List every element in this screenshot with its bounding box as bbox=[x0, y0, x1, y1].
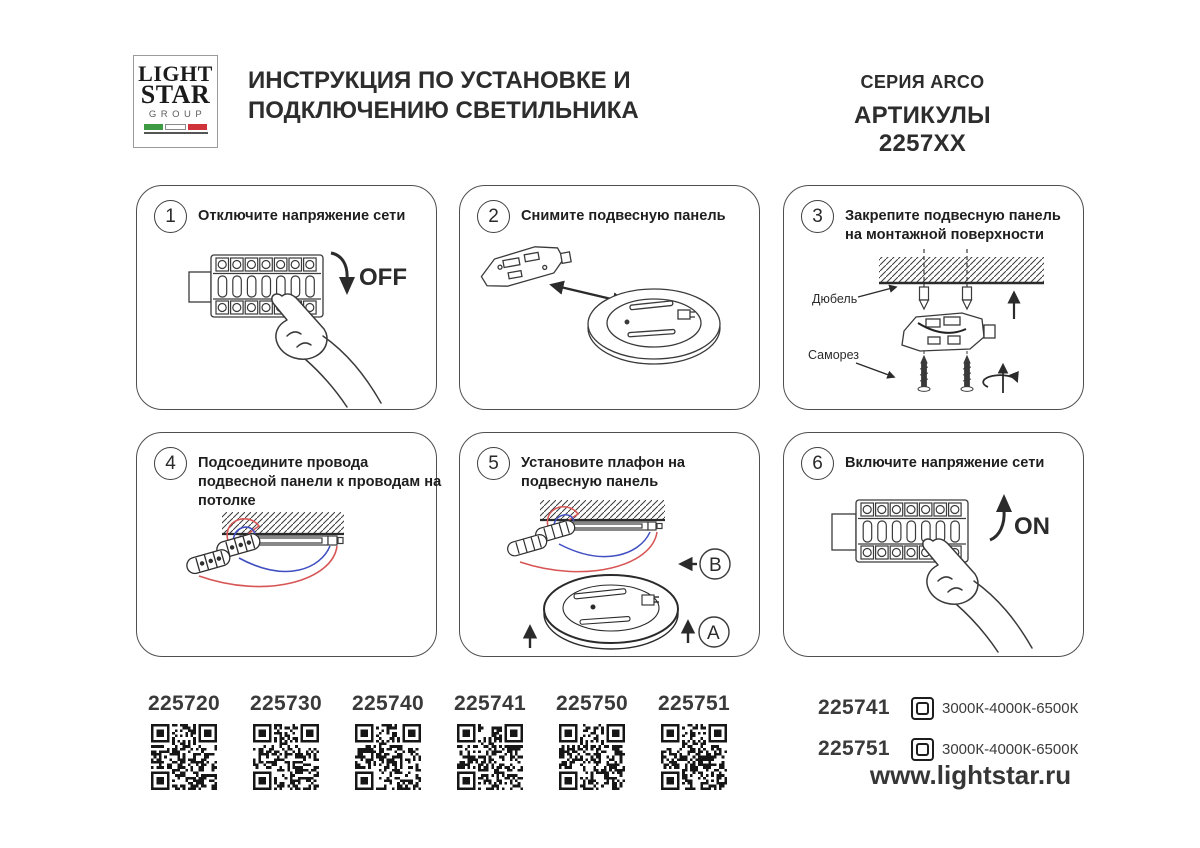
class-ii-square-icon bbox=[911, 697, 934, 720]
hand-icon bbox=[272, 294, 381, 407]
flag-green-segment bbox=[144, 124, 163, 130]
screws-illustration bbox=[918, 351, 973, 391]
fix-panel-illustration bbox=[784, 241, 1084, 409]
qr-code bbox=[151, 724, 217, 790]
marker-a-letter: A bbox=[707, 623, 720, 644]
lightstar-logo bbox=[133, 55, 218, 148]
article-number: 225720 bbox=[148, 692, 220, 715]
install-shade-illustration bbox=[460, 488, 760, 656]
logo-underline bbox=[144, 132, 208, 134]
mounting-bracket-illustration bbox=[902, 313, 995, 351]
qr-item bbox=[340, 692, 436, 790]
step-caption: Включите напряжение сети bbox=[845, 455, 1045, 471]
dowel-label: Дюбель bbox=[812, 292, 858, 306]
inner-square bbox=[916, 702, 929, 715]
step-caption: Установите плафон на подвесную панель bbox=[521, 455, 686, 490]
logo-word-light: LIGHT bbox=[138, 61, 213, 86]
step-number: 5 bbox=[477, 447, 510, 480]
qr-code bbox=[253, 724, 319, 790]
variant-row bbox=[818, 737, 1078, 761]
off-label: OFF bbox=[359, 264, 407, 291]
qr-item bbox=[442, 692, 538, 790]
on-label: ON bbox=[1014, 513, 1050, 540]
article-number: 225740 bbox=[352, 692, 424, 715]
qr-item bbox=[136, 692, 232, 790]
step-caption: Подсоедините провода подвесной панели к проводам на потолке bbox=[198, 455, 442, 509]
page-title-line1: ИНСТРУКЦИЯ ПО УСТАНОВКЕ И bbox=[248, 67, 631, 94]
step-panel-1 bbox=[136, 185, 437, 410]
logo-word-star: STAR bbox=[140, 80, 211, 109]
power-on-illustration bbox=[784, 488, 1084, 656]
website-url: www.lightstar.ru bbox=[869, 760, 1072, 790]
inner-square bbox=[916, 743, 929, 756]
step-caption: Снимите подвесную панель bbox=[521, 208, 726, 224]
italian-flag-icon bbox=[144, 124, 208, 130]
shade-illustration bbox=[544, 575, 678, 649]
variant-temperatures: 3000К-4000К-6500К bbox=[942, 699, 1079, 717]
series-label: СЕРИЯ ARCO bbox=[860, 72, 985, 92]
step-panel-3 bbox=[783, 185, 1084, 410]
direction-b-marker bbox=[681, 549, 730, 579]
qr-item bbox=[238, 692, 334, 790]
qr-code-row bbox=[136, 692, 742, 790]
step-number: 6 bbox=[801, 447, 834, 480]
variant-article: 225741 bbox=[818, 696, 890, 719]
mounting-bracket-illustration bbox=[478, 241, 574, 290]
ceiling-hatch bbox=[879, 257, 1044, 283]
on-arrow-icon bbox=[990, 494, 1012, 540]
blue-wire-long bbox=[559, 532, 650, 557]
flag-red-segment bbox=[188, 124, 207, 130]
step-panel-4 bbox=[136, 432, 442, 657]
mounted-panel-bar bbox=[560, 522, 662, 530]
qr-code bbox=[661, 724, 727, 790]
article-number: 225741 bbox=[454, 692, 526, 715]
terminal-blocks bbox=[506, 519, 576, 557]
article-number: 225750 bbox=[556, 692, 628, 715]
class-ii-square-icon bbox=[911, 738, 934, 761]
off-arrow-icon bbox=[331, 253, 355, 295]
terminal-blocks bbox=[185, 532, 262, 576]
ceiling-hatch bbox=[222, 512, 344, 534]
page-title-line2: ПОДКЛЮЧЕНИЮ СВЕТИЛЬНИКА bbox=[248, 97, 639, 124]
qr-item bbox=[646, 692, 742, 790]
page-title bbox=[248, 66, 639, 126]
article-number: 225730 bbox=[250, 692, 322, 715]
articles-label: АРТИКУЛЫ 2257ХХ bbox=[854, 102, 991, 157]
hand-icon bbox=[923, 539, 1032, 652]
dowel-pointer-arrow bbox=[858, 287, 896, 297]
variant-article: 225751 bbox=[818, 737, 890, 760]
marker-b-letter: B bbox=[709, 555, 722, 576]
series-block bbox=[810, 72, 1035, 158]
step-number: 3 bbox=[801, 200, 834, 233]
ceiling-base-illustration bbox=[588, 289, 720, 364]
article-number: 225751 bbox=[658, 692, 730, 715]
screw-label: Саморез bbox=[808, 348, 860, 362]
screw-pointer-arrow bbox=[856, 363, 894, 377]
logo-word-group: GROUP bbox=[148, 109, 207, 120]
power-off-illustration bbox=[137, 241, 437, 409]
step-caption: Закрепите подвесную панель на монтажной поверхности bbox=[845, 208, 1061, 243]
step-panel-5 bbox=[459, 432, 760, 657]
step-caption: Отключите напряжение сети bbox=[198, 208, 406, 224]
step-panel-2 bbox=[459, 185, 760, 410]
step-number: 2 bbox=[477, 200, 510, 233]
rotate-arrow-icon bbox=[983, 365, 1017, 393]
remove-panel-illustration bbox=[460, 241, 760, 409]
step-panel-6 bbox=[783, 432, 1084, 657]
variant-temperatures: 3000К-4000К-6500К bbox=[942, 740, 1079, 758]
qr-code bbox=[559, 724, 625, 790]
variant-row bbox=[818, 696, 1078, 720]
qr-item bbox=[544, 692, 640, 790]
connect-wires-illustration bbox=[137, 488, 437, 656]
flag-white-segment bbox=[165, 124, 186, 130]
qr-code bbox=[457, 724, 523, 790]
qr-code bbox=[355, 724, 421, 790]
step-number: 4 bbox=[154, 447, 187, 480]
step-number: 1 bbox=[154, 200, 187, 233]
